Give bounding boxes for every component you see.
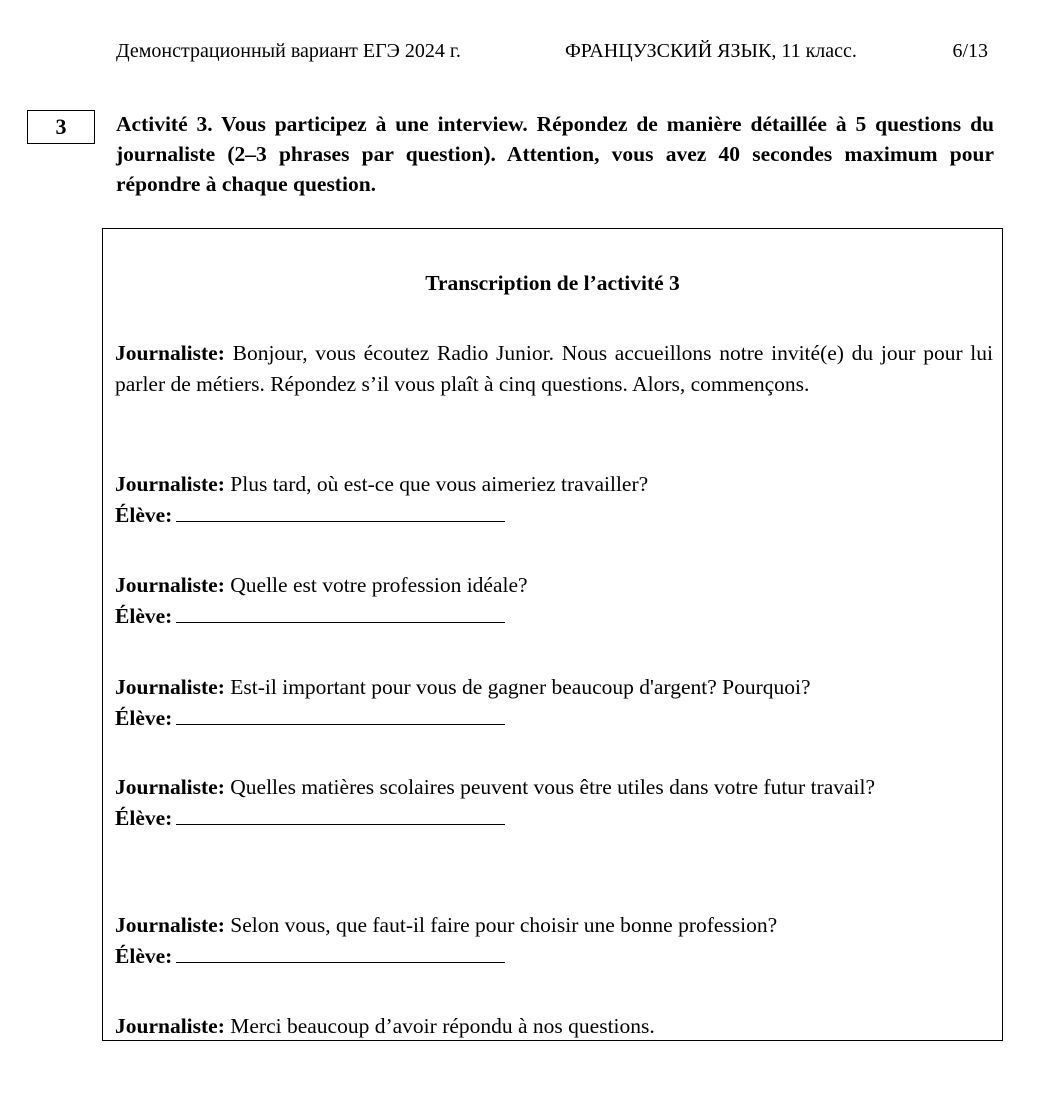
exam-title: Демонстрационный вариант ЕГЭ 2024 г. xyxy=(116,40,461,62)
question-text: Quelles matières scolaires peuvent vous être utiles dans votre futur travail? xyxy=(230,775,876,799)
question-text: Plus tard, où est-ce que vous aimeriez travailler? xyxy=(230,472,649,496)
journalist-label: Journaliste: xyxy=(115,472,225,496)
answer-line[interactable] xyxy=(176,942,505,963)
answer-line[interactable] xyxy=(176,804,505,825)
student-label: Élève: xyxy=(115,944,173,968)
journalist-label: Journaliste: xyxy=(115,775,225,799)
closing-paragraph xyxy=(115,1011,993,1042)
intro-text: Bonjour, vous écoutez Radio Junior. Nous accueillons notre invité(e) du jour pour lui parler de métiers. Répondez s’il vous plaît à cinq questions. Alors, commençons. xyxy=(115,341,994,396)
question-text: Quelle est votre profession idéale? xyxy=(230,573,528,597)
journalist-label: Journaliste: xyxy=(115,573,225,597)
student-label: Élève: xyxy=(115,503,173,527)
question-block-3 xyxy=(115,672,993,734)
journalist-label: Journaliste: xyxy=(115,341,225,365)
question-block-4 xyxy=(115,772,993,834)
transcript-title: Transcription de l’activité 3 xyxy=(425,271,680,295)
journalist-label: Journaliste: xyxy=(115,1014,225,1038)
journalist-label: Journaliste: xyxy=(115,913,225,937)
question-text: Est-il important pour vous de gagner beaucoup d'argent? Pourquoi? xyxy=(230,675,811,699)
page-number: 6/13 xyxy=(952,40,988,62)
subject-title: ФРАНЦУЗСКИЙ ЯЗЫК, 11 класс. xyxy=(565,40,857,62)
intro-paragraph xyxy=(115,338,993,400)
student-label: Élève: xyxy=(115,604,173,628)
question-block-5 xyxy=(115,910,993,972)
answer-line[interactable] xyxy=(176,602,505,623)
question-block-1 xyxy=(115,469,993,531)
student-label: Élève: xyxy=(115,706,173,730)
answer-line[interactable] xyxy=(176,704,505,725)
question-text: Selon vous, que faut-il faire pour choisir une bonne profession? xyxy=(230,913,778,937)
task-number-box: 3 xyxy=(27,110,95,144)
question-block-2 xyxy=(115,570,993,632)
answer-line[interactable] xyxy=(176,501,505,522)
closing-text: Merci beaucoup d’avoir répondu à nos questions. xyxy=(230,1014,655,1038)
student-label: Élève: xyxy=(115,806,173,830)
journalist-label: Journaliste: xyxy=(115,675,225,699)
task-instruction: Activité 3. Vous participez à une interview. Répondez de manière détaillée à 5 questions du journaliste (2–3 phrases par question). Attention, vous avez 40 secondes maximum pour répondre à chaque question. xyxy=(116,112,994,196)
